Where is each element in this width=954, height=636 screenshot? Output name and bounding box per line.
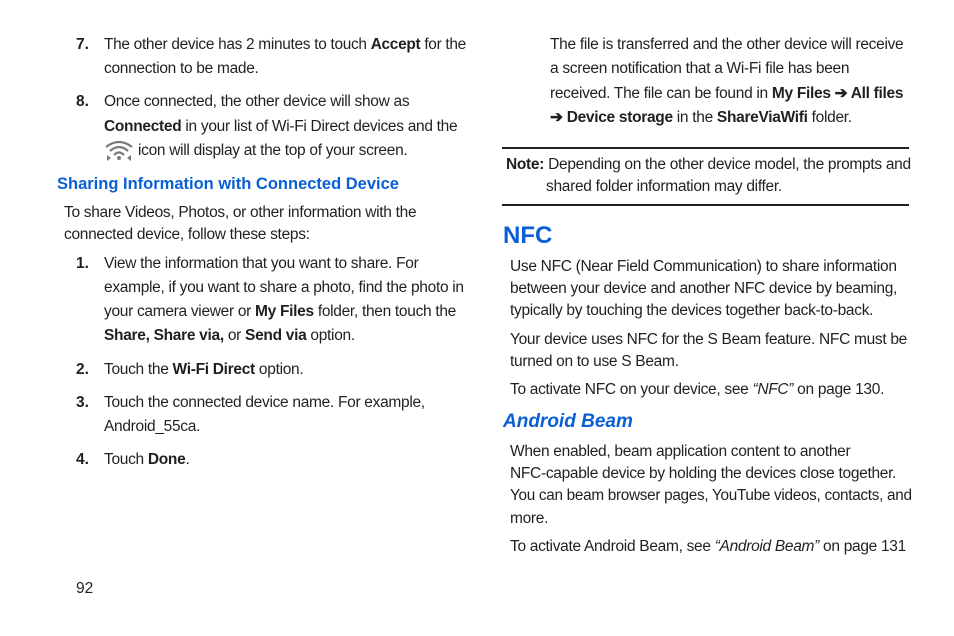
note-bottom-rule bbox=[502, 204, 909, 206]
nfc-para-1-line-2: between your device and another NFC device by beaming, bbox=[510, 280, 898, 297]
step-2-number: 2. bbox=[76, 361, 89, 378]
step-1-number: 1. bbox=[76, 255, 89, 272]
step-3-line-1: Touch the connected device name. For example, bbox=[104, 394, 425, 411]
file-line-3: received. The file can be found in My Files ➔ All files bbox=[550, 85, 904, 102]
file-line-1: The file is transferred and the other device will receive bbox=[550, 36, 904, 53]
wifi-direct-icon bbox=[104, 139, 134, 161]
file-line-2: a screen notification that a Wi-Fi file has been bbox=[550, 60, 850, 77]
nfc-reference-link[interactable]: “NFC” bbox=[752, 381, 794, 398]
connected-label: Connected bbox=[104, 118, 182, 135]
beam-para-1-line-3: You can beam browser pages, YouTube videos, contacts, and bbox=[510, 487, 912, 504]
step-4-line-1: Touch Done. bbox=[104, 451, 190, 468]
nfc-para-1-line-1: Use NFC (Near Field Communication) to share information bbox=[510, 258, 897, 275]
note-label: Note: bbox=[506, 156, 545, 173]
step-8-line-2: Connected in your list of Wi-Fi Direct devices and the bbox=[104, 118, 458, 135]
beam-para-1-line-2: NFC-capable device by holding the devices close together. bbox=[510, 465, 897, 482]
step-8-line-1: Once connected, the other device will show as bbox=[104, 93, 410, 110]
step-7-line-1: The other device has 2 minutes to touch Accept for the bbox=[104, 36, 466, 53]
step-7-number: 7. bbox=[76, 36, 89, 53]
nfc-heading: NFC bbox=[503, 222, 553, 249]
android-beam-reference-link[interactable]: “Android Beam” bbox=[714, 538, 820, 555]
page-number: 92 bbox=[76, 580, 94, 597]
nfc-para-3: To activate NFC on your device, see “NFC” on page 130. bbox=[510, 381, 885, 398]
accept-label: Accept bbox=[370, 36, 421, 53]
beam-para-1-line-4: more. bbox=[510, 510, 549, 527]
step-4-number: 4. bbox=[76, 451, 89, 468]
step-3-line-2: Android_55ca. bbox=[104, 418, 201, 435]
step-8-number: 8. bbox=[76, 93, 89, 110]
step-1-line-1: View the information that you want to share. For bbox=[104, 255, 419, 272]
intro-line-1: To share Videos, Photos, or other information with the bbox=[64, 204, 417, 221]
beam-para-2: To activate Android Beam, see “Android Beam” on page 131 bbox=[510, 538, 906, 555]
nfc-para-2-line-1: Your device uses NFC for the S Beam feature. NFC must be bbox=[510, 331, 908, 348]
nfc-para-2-line-2: turned on to use S Beam. bbox=[510, 353, 679, 370]
intro-line-2: connected device, follow these steps: bbox=[64, 226, 310, 243]
step-7-line-2: connection to be made. bbox=[104, 60, 259, 77]
step-8-line-3: icon will display at the top of your screen. bbox=[104, 139, 407, 163]
note-line-1: Note: Depending on the other device model, the prompts and bbox=[506, 156, 911, 173]
step-1-line-4: Share, Share via, or Send via option. bbox=[104, 327, 355, 344]
step-1-line-2: example, if you want to share a photo, find the photo in bbox=[104, 279, 464, 296]
file-line-4: ➔ Device storage in the ShareViaWifi folder. bbox=[550, 109, 852, 126]
step-1-line-3: your camera viewer or My Files folder, then touch the bbox=[104, 303, 456, 320]
step-2-line-1: Touch the Wi-Fi Direct option. bbox=[104, 361, 304, 378]
note-line-2: shared folder information may differ. bbox=[546, 178, 782, 195]
beam-para-1-line-1: When enabled, beam application content to another bbox=[510, 443, 851, 460]
nfc-para-1-line-3: typically by touching the devices together back-to-back. bbox=[510, 302, 874, 319]
step-3-number: 3. bbox=[76, 394, 89, 411]
android-beam-heading: Android Beam bbox=[503, 411, 633, 432]
note-top-rule bbox=[502, 147, 909, 149]
sharing-heading: Sharing Information with Connected Device bbox=[57, 175, 399, 193]
